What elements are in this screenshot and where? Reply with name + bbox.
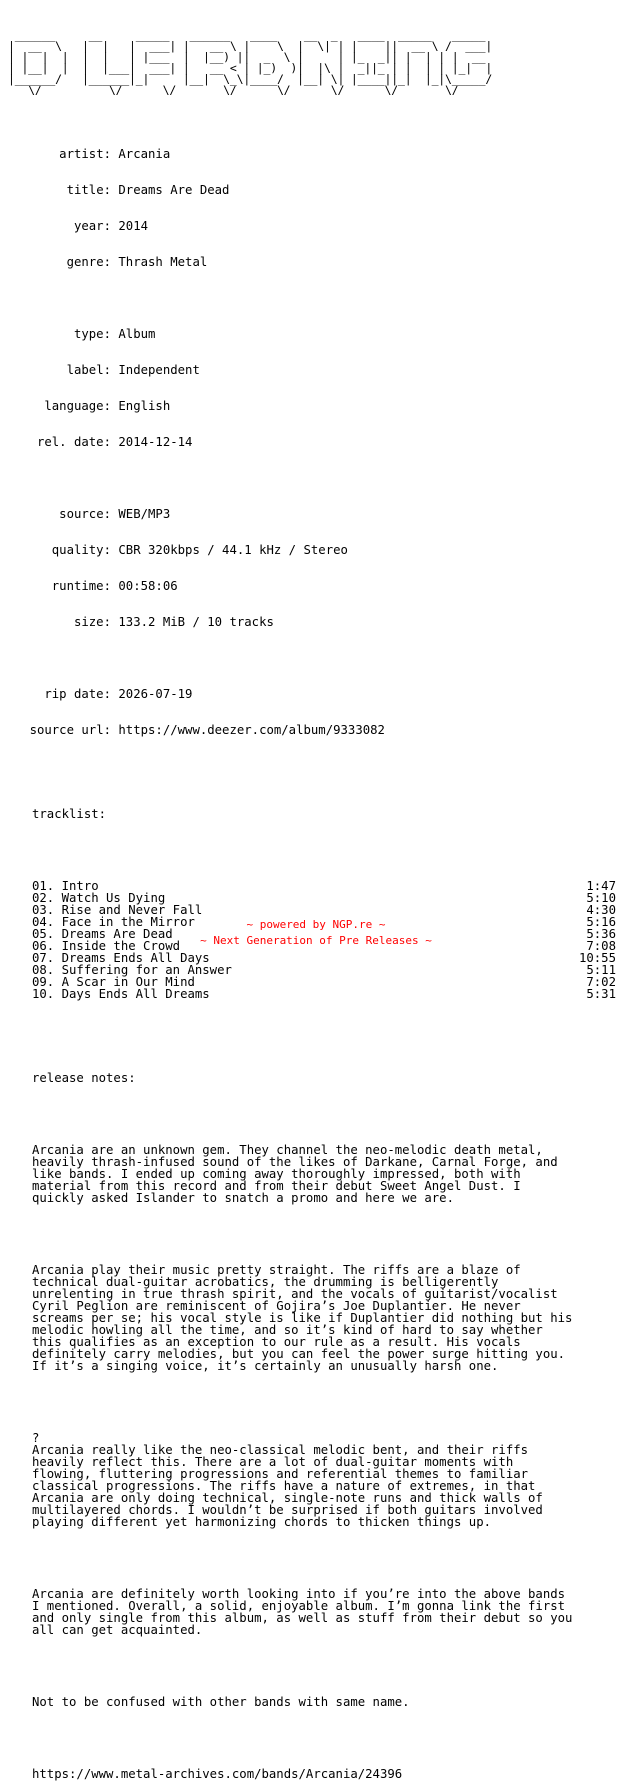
info-year [8, 220, 624, 232]
track-duration: 5:11 [586, 963, 616, 977]
info-key: genre: [66, 255, 111, 269]
info-key: source: [59, 507, 111, 521]
notes-disclaimer: Not to be confused with other bands with same name. [32, 1695, 410, 1709]
footer-tagline: ~ Next Generation of Pre Releases ~ [200, 934, 432, 947]
track-name: 05. Dreams Are Dead [32, 927, 173, 941]
info-size [8, 616, 624, 628]
notes-paragraph-2: Arcania play their music pretty straight. The riffs are a blaze of technical dual-guitar acrobatics, the drumming is belligerently unrelenting in true thrash spirit, and the vocals of guitarist/vocalist Cyril Peglion are reminiscent of Gojira’s Joe Duplantier. He never screams per se; his vocal style is like if Duplantier did nothing but his melodic howling all the time, and so it’s kind of hard to say whether this qualifies as an exception to our rule as a result. His vocals definitely carry melodies, but you can feel the power surge hitting you. If it’s a singing voice, it’s certainly an unusually harsh one. [32, 1263, 573, 1373]
track-name: 02. Watch Us Dying [32, 891, 166, 905]
info-key: artist: [59, 147, 111, 161]
info-key: title: [66, 183, 111, 197]
track-row [8, 988, 616, 1000]
track-duration: 5:16 [586, 915, 616, 929]
info-value: 2014 [118, 219, 149, 233]
info-source-url [8, 724, 624, 736]
info-language [8, 400, 624, 412]
track-row [8, 964, 616, 976]
info-value: 00:58:06 [118, 579, 178, 593]
footer-powered-by: ~ powered by NGP.re ~ [246, 918, 386, 931]
info-artist [8, 148, 624, 160]
info-source [8, 508, 624, 520]
info-value: WEB/MP3 [118, 507, 171, 521]
track-name: 08. Suffering for an Answer [32, 963, 232, 977]
track-duration: 4:30 [586, 903, 616, 917]
info-key: year: [73, 219, 111, 233]
info-key: type: [73, 327, 111, 341]
info-value: Album [118, 327, 156, 341]
info-release-date [8, 436, 624, 448]
track-duration: 1:47 [586, 879, 616, 893]
info-value: 2026-07-19 [118, 687, 193, 701]
track-duration: 5:10 [586, 891, 616, 905]
info-quality [8, 544, 624, 556]
track-duration: 5:31 [586, 987, 616, 1001]
info-runtime [8, 580, 624, 592]
info-key: label: [66, 363, 111, 377]
track-duration: 7:02 [586, 975, 616, 989]
info-value: CBR 320kbps / 44.1 kHz / Stereo [118, 543, 348, 557]
notes-paragraph-1: Arcania are an unknown gem. They channel the neo-melodic death metal, heavily thrash-infused sound of the likes of Darkane, Carnal Forge, and like bands. I ended up coming away thoroughly impressed, both with material from this record and from their debut Sweet Angel Dust. I quickly asked Islander to snatch a promo and here we are. [32, 1143, 558, 1205]
info-type [8, 328, 624, 340]
track-name: 10. Days Ends All Dreams [32, 987, 210, 1001]
info-value: Arcania [118, 147, 171, 161]
notes-paragraph-4: Arcania are definitely worth looking into if you’re into the above bands I mentioned. Overall, a solid, enjoyable album. I’m gonna link the first and only single from this album, as well as stuff from their debut so you all can get acquainted. [32, 1587, 573, 1637]
info-value: Thrash Metal [118, 255, 208, 269]
track-name: 06. Inside the Crowd [32, 939, 181, 953]
track-duration: 10:55 [578, 951, 616, 965]
info-key: size: [73, 615, 111, 629]
info-key: language: [44, 399, 111, 413]
info-key: rel. date: [36, 435, 111, 449]
info-label [8, 364, 624, 376]
info-value: 133.2 MiB / 10 tracks [118, 615, 274, 629]
source-url-link[interactable]: https://www.deezer.com/album/9333082 [118, 723, 385, 737]
track-name: 07. Dreams Ends All Days [32, 951, 210, 965]
tracklist-heading: tracklist: [32, 807, 107, 821]
track-name: 03. Rise and Never Fall [32, 903, 203, 917]
track-duration: 5:36 [586, 927, 616, 941]
info-rip-date [8, 688, 624, 700]
notes-paragraph-3: ? Arcania really like the neo-classical melodic bent, and their riffs heavily reflect this. There are a lot of dual-guitar moments with flowing, fluttering progressions and referential themes to familiar classical progressions. The riffs have a nature of extremes, in that Arcania are only doing technical, single-note runs and thick walls of multilayered chords. I wouldn’t be surprised if both guitars involved playing different yet harmonizing chords to thicken things up. [32, 1431, 543, 1529]
metal-archives-link[interactable]: https://www.metal-archives.com/bands/Arcania/24396 [32, 1767, 403, 1781]
track-name: 01. Intro [32, 879, 99, 893]
info-key: runtime: [51, 579, 111, 593]
info-genre [8, 256, 624, 268]
info-key: source url: [29, 723, 111, 737]
track-duration: 7:08 [586, 939, 616, 953]
info-title [8, 184, 624, 196]
info-key: quality: [51, 543, 111, 557]
track-name: 09. A Scar in Our Mind [32, 975, 195, 989]
nfo-document [8, 6, 624, 1792]
release-notes-heading: release notes: [32, 1071, 136, 1085]
track-row [8, 976, 616, 988]
info-value: Independent [118, 363, 200, 377]
ascii-logo: ______ __ _____ ______ ____ __ _ ____ _____ _____ | __ \ | | | ___| | __ \ | \ | \| | | || __ \ / ___| | | | | | | | |___ | |__) || _ \ | | |_ _|| | | | | __ | |__| | | |___| ___| | __ < | |_) )| |\ | _||_ | | | | |_| | |______/ |______|_| |__| \_\|____/ |__| \| |____||_| |_|\_____/ \/ \/ \/ \/ \/ \/ \/ \/ [8, 28, 493, 97]
info-key: rip date: [44, 687, 111, 701]
info-value: English [118, 399, 171, 413]
info-value: Dreams Are Dead [118, 183, 230, 197]
track-name: 04. Face in the Mirror [32, 915, 195, 929]
info-value: 2014-12-14 [118, 435, 193, 449]
